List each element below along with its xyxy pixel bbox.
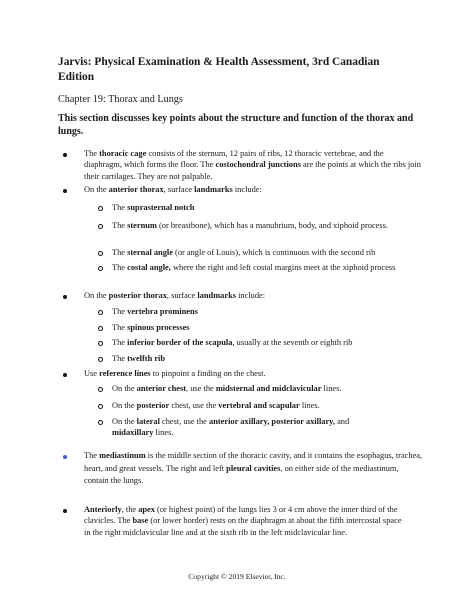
sub-bullet-icon bbox=[98, 266, 103, 271]
list-item-sternum: The sternum (or breastbone), which has a manubrium, body, and xiphoid process. bbox=[112, 221, 389, 230]
list-item-reference-lines: Use reference lines to pinpoint a finding on the chest. bbox=[84, 369, 266, 378]
list-item-suprasternal-notch: The suprasternal notch bbox=[112, 203, 195, 212]
list-item-costal-angle: The costal angle, where the right and left costal margins meet at the xiphoid process bbox=[112, 263, 396, 272]
section-intro: This section discusses key points about the structure and function of the thorax and lungs. bbox=[58, 113, 414, 137]
bullet-icon bbox=[63, 189, 67, 193]
bullet-icon bbox=[63, 295, 67, 299]
sub-bullet-icon bbox=[98, 341, 103, 346]
list-item-anterior-thorax: On the anterior thorax, surface landmarks include: bbox=[84, 185, 262, 194]
bullet-icon bbox=[63, 509, 67, 513]
bullet-icon bbox=[63, 153, 67, 157]
list-item-vertebra-prominens: The vertebra prominens bbox=[112, 307, 198, 316]
list-item-twelfth-rib: The twelfth rib bbox=[112, 354, 166, 363]
list-item-posterior-thorax: On the posterior thorax, surface landmarks include: bbox=[84, 291, 266, 300]
sub-bullet-icon bbox=[98, 206, 103, 211]
sub-bullet-icon bbox=[98, 357, 103, 362]
sub-bullet-icon bbox=[98, 404, 103, 409]
list-item-inferior-border-scapula: The inferior border of the scapula, usually at the seventh or eighth rib bbox=[112, 338, 353, 347]
list-item-posterior-chest-lines: On the posterior chest, use the vertebral and scapular lines. bbox=[112, 401, 320, 410]
list-item-mediastinum: The mediastinum is the middle section of the thoracic cavity, and it contains the esophagus, trachea, heart, and great vessels. The right and left pleural cavities, on either side of the mediastinum, contain the lungs. bbox=[84, 451, 423, 485]
chapter-heading: Chapter 19: Thorax and Lungs bbox=[58, 94, 183, 105]
list-item-lateral-chest-lines: On the lateral chest, use the anterior axillary, posterior axillary, and midaxillary lines. bbox=[112, 417, 350, 438]
sub-bullet-icon bbox=[98, 326, 103, 331]
bullet-icon bbox=[63, 373, 67, 377]
list-item-thoracic-cage: The thoracic cage consists of the sternum, 12 pairs of ribs, 12 thoracic vertebrae, and the diaphragm, which forms the floor. The costochondral junctions are the points at which the ribs join their cartilages. They are not palpable. bbox=[84, 149, 421, 181]
list-item-spinous-processes: The spinous processes bbox=[112, 323, 190, 332]
document-title: Jarvis: Physical Examination & Health Assessment, 3rd Canadian Edition bbox=[58, 56, 380, 83]
list-item-lung-apex-base: Anteriorly, the apex (or highest point) of the lungs lies 3 or 4 cm above the inner third of the clavicles. The base (or lower border) rests on the diaphragm at about the fifth intercostal space in the right midclavicular line and at the sixth rib in the left midclavicular line. bbox=[84, 505, 402, 537]
sub-bullet-icon bbox=[98, 420, 103, 425]
sub-bullet-icon bbox=[98, 310, 103, 315]
list-item-sternal-angle: The sternal angle (or angle of Louis), which is continuous with the second rib bbox=[112, 248, 376, 257]
sub-bullet-icon bbox=[98, 387, 103, 392]
list-item-anterior-chest-lines: On the anterior chest, use the midsternal and midclavicular lines. bbox=[112, 384, 342, 393]
sub-bullet-icon bbox=[98, 224, 103, 229]
copyright-footer: Copyright © 2019 Elsevier, Inc. bbox=[188, 572, 286, 581]
sub-bullet-icon bbox=[98, 251, 103, 256]
bullet-icon bbox=[63, 455, 67, 459]
